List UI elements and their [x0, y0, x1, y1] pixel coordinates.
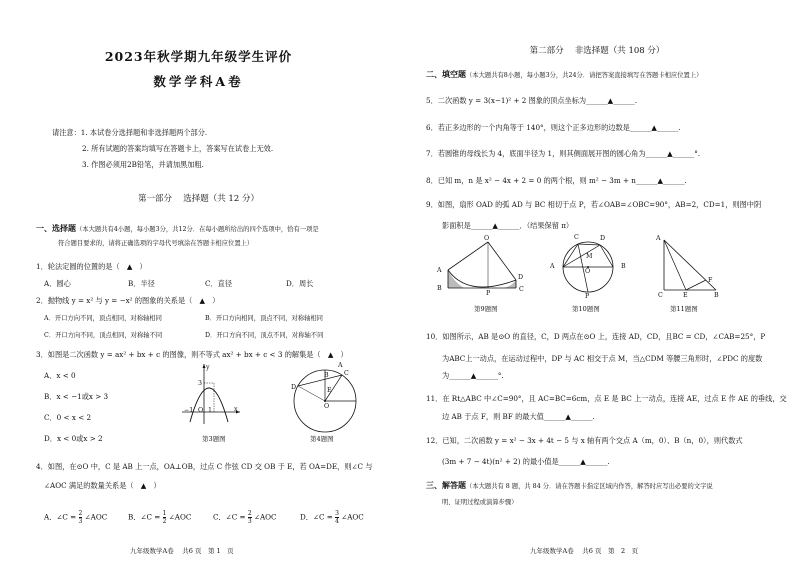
fig3-label-minus1: −1 — [184, 407, 194, 414]
fig11-label-a: A — [656, 235, 661, 242]
fig4-label-o: O — [324, 403, 330, 410]
q4-option-b: B．∠C = $\frac{1}{2}$ ∠AOC — [128, 510, 192, 525]
section1-desc: （本大题共有4小题，每小题3分，共12分．在每小题所给出的四个选项中，恰有一项是 — [76, 226, 319, 233]
q3-option-c: C．0 < x < 2 — [44, 413, 92, 422]
fig3-caption: 第3题图 — [202, 435, 226, 443]
fig9-caption: 第9题图 — [474, 305, 498, 313]
figure-11-triangle — [660, 238, 720, 298]
question-4-line1: 4．如图，在⊙O 中，C 是 AB 上一点，OA⊥OB，过点 C 作弦 CD 交 OB 于 E，若 OA=DE，则∠C 与 — [36, 462, 373, 471]
fig10-label-m: M — [586, 253, 593, 260]
fig9-label-b: B — [437, 285, 442, 292]
q3-option-b: B．x < −1或x > 3 — [44, 392, 109, 401]
question-11-line2: 边 AB 于点 F，则 BF 的最大值______▲______. — [442, 412, 595, 421]
figure-3-parabola — [180, 362, 242, 426]
q1-option-a: A．圆心 — [44, 279, 71, 288]
question-9-line2: 影面积是______▲______．（结果保留 π） — [442, 221, 574, 230]
q3-option-d: D．x < 0或x > 2 — [44, 434, 103, 443]
fig10-label-o: O — [585, 268, 591, 275]
part2-title: 第二部分 非选择题（共 108 分） — [529, 46, 665, 56]
fig4-label-b: B — [324, 372, 329, 379]
notice-1: 请注意：1. 本试卷分选择题和非选择题两个部分. — [52, 128, 208, 137]
q1-option-b: B．半径 — [128, 279, 155, 288]
question-4-line2: ∠AOC 满足的数量关系是（ ▲ ） — [44, 481, 161, 490]
fig4-label-a: A — [338, 362, 343, 369]
question-11-line1: 11．在 Rt△ABC 中∠C=90°，且 AC=BC=6cm，点 E 是 BC 上一动点，连接 AE，过点 E 作 AE 的垂线，交 — [426, 394, 787, 403]
fig3-y-label: y — [206, 364, 210, 371]
q2-option-d: D．开口方向不同，顶点不同，对称轴不同 — [205, 332, 324, 339]
q2-option-c: C．开口方向不同，顶点相同，对称轴不同 — [44, 332, 163, 339]
fig9-label-c: C — [519, 286, 524, 293]
section1-heading: 一、选择题 — [36, 223, 76, 233]
fig10-label-d: D — [600, 235, 606, 242]
section3-desc-2: 明、证明过程或演算步骤） — [442, 499, 518, 506]
q4-option-d: D．∠C = $\frac{3}{4}$ ∠AOC — [300, 510, 364, 525]
fig4-label-e: E — [327, 387, 332, 394]
fig4-label-c: C — [344, 370, 349, 377]
q1-option-d: D．周长 — [286, 279, 314, 288]
section3-heading: 三、解答题 — [426, 480, 466, 490]
question-10-line2: 为ABC上一动点，在运动过程中，DP 与 AC 相交于点 M，当△CDM 等腰三角形时，∠PDC 的度数 — [442, 354, 763, 363]
section3-desc: （本大题共有 8 题，共 84 分．请在答题卡指定区域内作答，解答时应写出必要的文字说 — [466, 483, 713, 490]
section2-heading: 二、填空题 — [426, 69, 466, 79]
footer-page-2: 九年级数学A卷 共6 页 第 2 页 — [530, 547, 639, 555]
notice-3: 3. 作图必须用2B铅笔，并请加黑加粗. — [82, 160, 204, 169]
section2-desc: （本大题共有8小题，每小题3分，共24分．请把答案直接填写在答题卡相应位置上） — [466, 72, 703, 79]
fig10-label-a: A — [550, 263, 555, 270]
question-12-line1: 12．已知，二次函数 y = x² − 3x + 4t − 5 与 x 轴有两个交点 A（m，0）、B（n，0），则代数式 — [426, 436, 743, 445]
footer-page-1: 九年级数学A卷 共6 页 第 1 页 — [130, 547, 234, 555]
fig11-label-b: B — [714, 292, 719, 299]
q2-option-b: B．开口方向相同，顶点不同，对称轴相同 — [205, 315, 323, 322]
notice-2: 2. 所有试题的答案均填写在答题卡上，答案写在试卷上无效. — [82, 144, 274, 153]
fig9-label-a: A — [437, 267, 442, 274]
fig4-label-d: D — [291, 384, 297, 391]
exam-subtitle: 数学学科A卷 — [153, 74, 244, 89]
fig9-label-p: P — [486, 290, 491, 297]
question-7: 7．若圆锥的母线长为 4，底面半径为 1，则其侧面展开图的圆心角为______▲______°. — [426, 149, 701, 158]
fig11-label-e: E — [683, 292, 688, 299]
fig10-label-c: C — [574, 234, 579, 241]
fig3-label-o: O — [198, 407, 204, 414]
fig10-label-p: P — [585, 293, 590, 300]
figure-9-sector — [444, 236, 524, 296]
question-3: 3．如图是二次函数 y = ax² + bx + c 的图像，则不等式 ax² + bx + c < 3 的解集是（ ▲ ） — [36, 350, 348, 359]
question-6: 6．若正多边形的一个内角等于 140°，则这个正多边形的边数是______▲______. — [426, 123, 681, 132]
question-5: 5．二次函数 y = 3(x−1)² + 2 图象的顶点坐标为______▲______. — [426, 96, 638, 105]
fig10-caption: 第10题图 — [572, 305, 600, 313]
question-9-line1: 9．如图，扇形 OAD 的弧 AD 与 BC 相切于点 P，若∠OAB=∠OBC=90°，AB=2，CD=1，则图中阴 — [426, 200, 762, 209]
question-1: 1．轮法定圆的位置的是（ ▲ ） — [36, 262, 147, 271]
q1-option-c: C．直径 — [205, 279, 233, 288]
fig9-label-d: D — [518, 274, 524, 281]
q4-option-a: A．∠C = $\frac{2}{3}$ ∠AOC — [44, 510, 108, 525]
fig3-label-1: 1 — [208, 407, 213, 414]
question-10-line1: 10．如图所示，AB 是⊙O 的直径，C，D 两点在⊙O 上，连接 AD，CD，且BC = CD，∠CAB=25°，P — [426, 332, 766, 341]
question-10-line3: 为______▲______°. — [442, 371, 504, 380]
q2-option-a: A．开口方向不同，顶点相同，对称轴相同 — [44, 315, 162, 322]
question-2: 2．抛物线 y = x² 与 y = −x² 的图象的关系是（ ▲ ） — [36, 296, 220, 305]
fig3-x-label: x — [234, 406, 238, 413]
question-8: 8．已知 m，n 是 x² − 4x + 2 = 0 的两个根，则 m² − 3m + n______▲______. — [426, 176, 687, 185]
fig11-caption: 第11题图 — [670, 305, 698, 313]
q3-option-a: A．x < 0 — [44, 371, 76, 380]
fig4-caption: 第4题图 — [310, 435, 334, 443]
part1-title: 第一部分 选择题（共 12 分） — [138, 194, 259, 204]
fig9-label-o: O — [484, 235, 490, 242]
fig3-label-3: 3 — [198, 380, 203, 387]
q4-option-c: C．∠C = $\frac{2}{3}$ ∠AOC — [213, 510, 277, 525]
question-12-line2: (3m + 7 − 4t)(n² + 2) 的最小值是______▲______. — [442, 457, 610, 466]
page-right — [400, 0, 794, 571]
section1-desc-2: 符合题目要求的，请将正确选项的字母代号填涂在答题卡相应位置上） — [58, 240, 254, 247]
fig11-label-c: C — [658, 292, 663, 299]
fig10-label-b: B — [621, 263, 626, 270]
fig11-label-f: F — [708, 277, 713, 284]
exam-title: 2023年秋学期九年级学生评价 — [104, 49, 293, 64]
